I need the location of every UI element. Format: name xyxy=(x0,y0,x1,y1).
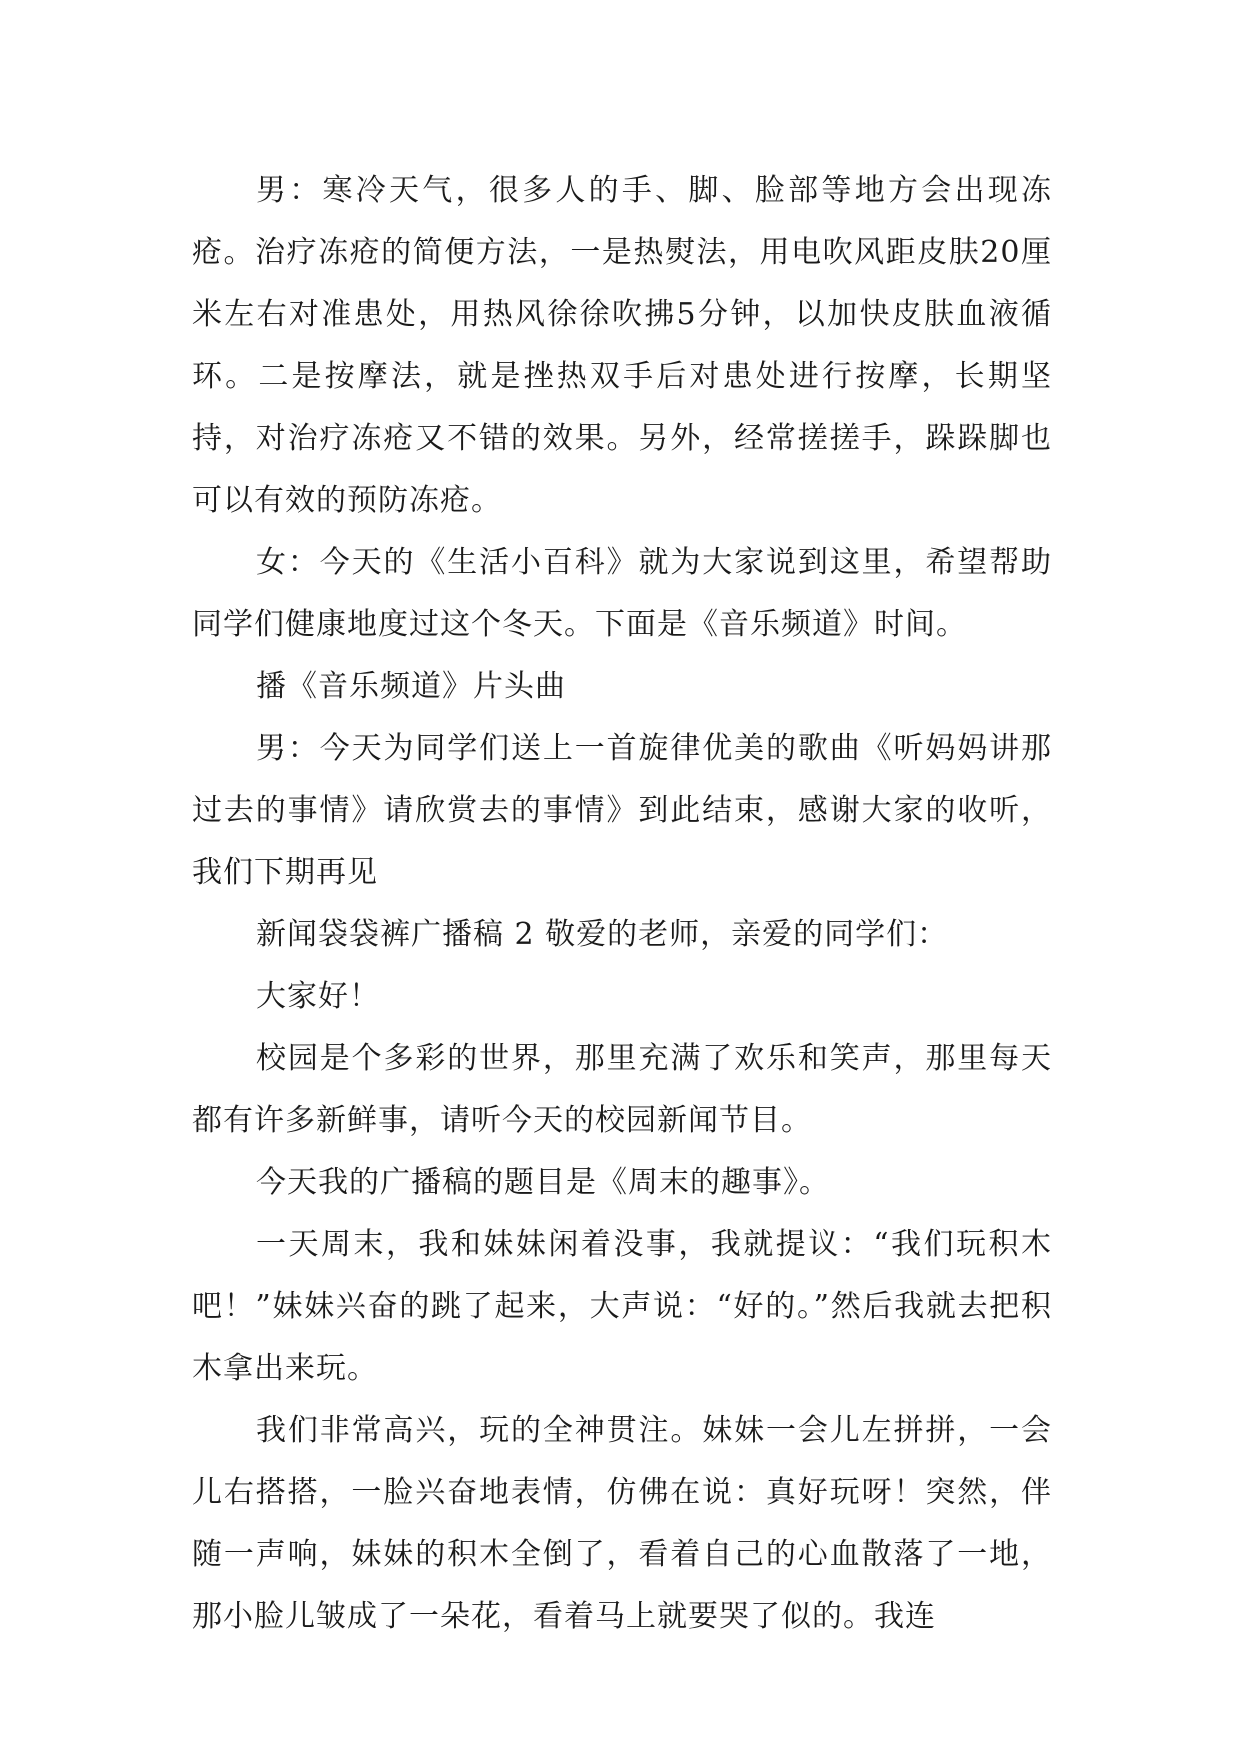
paragraph-frostbite-tips: 男：寒冷天气，很多人的手、脚、脸部等地方会出现冻疮。治疗冻疮的简便方法，一是热熨法，用电吹风距皮肤20厘米左右对准患处，用热风徐徐吹拂5分钟，以加快皮肤血液循环。二是按摩法，就是挫热双手后对患处进行按摩，长期坚持，对治疗冻疮又不错的效果。另外，经常搓搓手，跺跺脚也可以有效的预防冻疮。 xyxy=(192,173,1052,518)
document-body xyxy=(192,160,1052,1648)
paragraph-campus-intro: 校园是个多彩的世界，那里充满了欢乐和笑声，那里每天都有许多新鲜事，请听今天的校园新闻节目。 xyxy=(192,1041,1052,1138)
paragraph-broadcast-heading: 新闻袋袋裤广播稿 2 敬爱的老师，亲爱的同学们： xyxy=(256,917,949,952)
paragraph-topic-title: 今天我的广播稿的题目是《周末的趣事》。 xyxy=(256,1165,830,1200)
paragraph-life-encyclopedia-closing: 女：今天的《生活小百科》就为大家说到这里，希望帮助同学们健康地度过这个冬天。下面是《音乐频道》时间。 xyxy=(192,545,1052,642)
paragraph-greeting: 大家好！ xyxy=(256,979,380,1014)
paragraph-blocks-story: 我们非常高兴，玩的全神贯注。妹妹一会儿左拼拼，一会儿右搭搭，一脸兴奋地表情，仿佛在说：真好玩呀！突然，伴随一声响，妹妹的积木全倒了，看着自己的心血散落了一地，那小脸儿皱成了一朵花，看着马上就要哭了似的。我连 xyxy=(192,1413,1052,1634)
paragraph-weekend-story: 一天周末，我和妹妹闲着没事，我就提议：“我们玩积木吧！”妹妹兴奋的跳了起来，大声说：“好的。”然后我就去把积木拿出来玩。 xyxy=(192,1227,1052,1386)
paragraph-song-presentation: 男：今天为同学们送上一首旋律优美的歌曲《听妈妈讲那过去的事情》请欣赏去的事情》到此结束，感谢大家的收听，我们下期再见 xyxy=(192,731,1052,890)
paragraph-music-channel-intro: 播《音乐频道》片头曲 xyxy=(256,669,566,704)
